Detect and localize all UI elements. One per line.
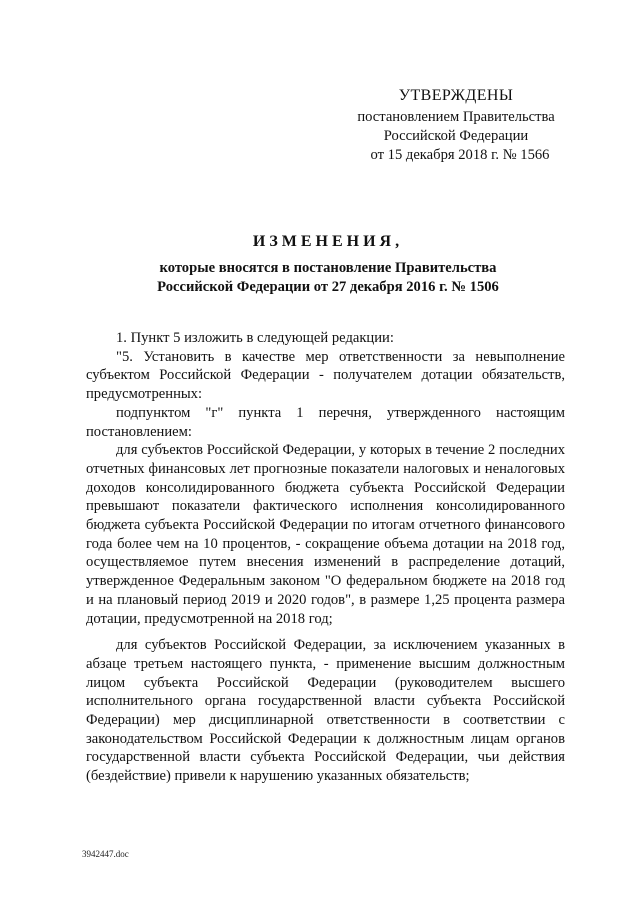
approval-line-1: постановлением Правительства — [357, 109, 555, 125]
heading-subtitle-line-1: которые вносятся в постановление Правительства — [159, 260, 497, 276]
document-heading — [0, 232, 640, 297]
approval-block — [340, 86, 572, 165]
heading-title: ИЗМЕНЕНИЯ, — [252, 233, 404, 250]
approval-line-2: Российской Федерации — [383, 128, 529, 144]
paragraph-5: для субъектов Российской Федерации, за исключением указанных в абзаце третьем настоящего пункта, - применение высшим должностным лицом субъекта Российской Федерации (руководителем высшего исполнительного органа государственной власти субъекта Российской Федерации) мер дисциплинарной ответственности в соответствии с законодательством Российской Федерации к должностным лицам органов государственной власти субъекта Российской Федерации, чьи действия (бездействие) привели к нарушению указанных обязательств; — [86, 637, 565, 785]
paragraph-3: подпунктом "г" пункта 1 перечня, утвержденного настоящим постановлением: — [86, 404, 565, 440]
footer-filename: 3942447.doc — [82, 849, 129, 859]
approval-title: УТВЕРЖДЕНЫ — [398, 87, 514, 104]
approval-line-3: от 15 декабря 2018 г. № 1566 — [370, 147, 550, 163]
document-body — [86, 329, 565, 786]
paragraph-1: 1. Пункт 5 изложить в следующей редакции: — [116, 330, 394, 346]
paragraph-2: "5. Установить в качестве мер ответственности за невыполнение субъектом Российской Федерации - получателем дотации обязательств, предусмотренных: — [86, 348, 565, 403]
paragraph-4: для субъектов Российской Федерации, у которых в течение 2 последних отчетных финансовых лет прогнозные показатели налоговых и неналоговых доходов консолидированного бюджета субъекта Российской Федерации превышают показатели фактического исполнения консолидированного бюджета субъекта Российской Федерации по итогам отчетного финансового года более чем на 10 процентов, - сокращение объема дотации на 2018 год, осуществляемое путем внесения изменений в распределение дотаций, утвержденное Федеральным законом "О федеральном бюджете на 2018 год и на плановый период 2019 и 2020 годов", в размере 1,25 процента размера дотации, предусмотренной на 2018 год; — [86, 442, 565, 627]
heading-subtitle-line-2: Российской Федерации от 27 декабря 2016 г. № 1506 — [157, 279, 499, 295]
